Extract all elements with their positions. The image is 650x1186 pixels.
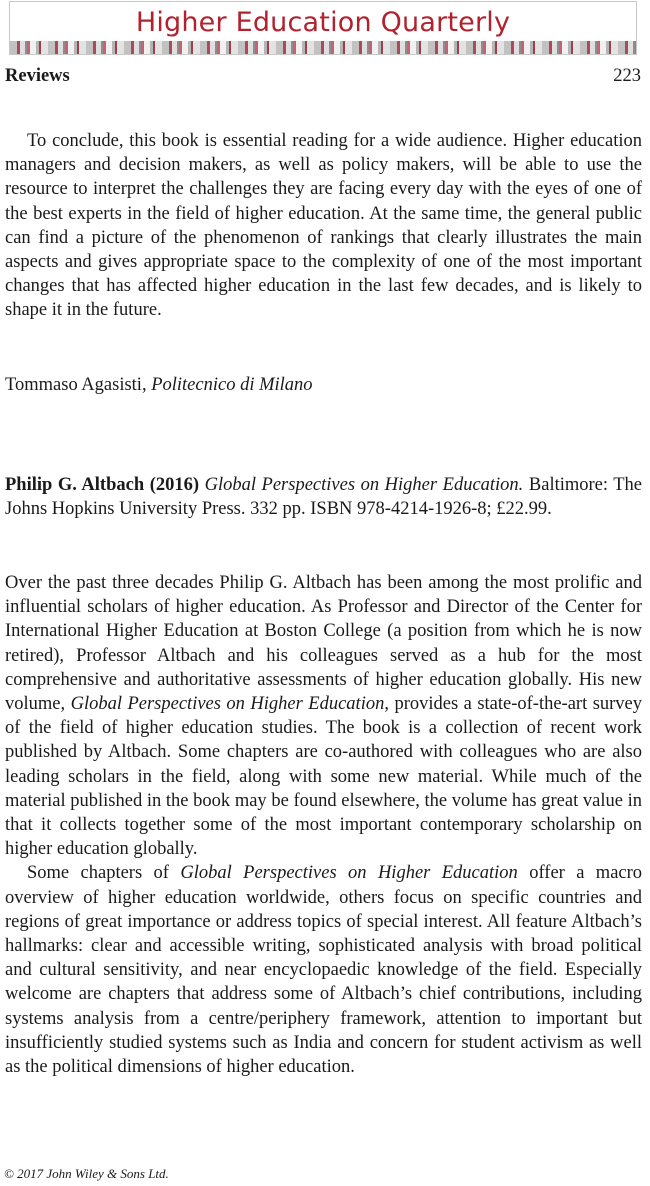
citation-book-title: Global Perspectives on Higher Education. xyxy=(204,475,524,495)
review-p2-book-title: Global Perspectives on Higher Education xyxy=(180,863,518,884)
citation-publication-details: Baltimore: The Johns Hopkins University Press. 332 pp. ISBN 978-4214-1926-8; £22.99. xyxy=(5,475,643,520)
reviewer-signature xyxy=(5,375,313,396)
review-p1-text-b: , provides a state-of-the-art survey of the field of higher education studies. The book is a collection of recent work published by Altbach. Some chapters are co-authored with colleagues who are also leading scholars in the field, along with some new material. While much of the material published in the book may be found elsewhere, the volume has great value in that it collects together some of the most important contemporary scholarship on higher education globally. xyxy=(5,694,643,860)
page-number: 223 xyxy=(613,66,641,86)
conclusion-paragraph: To conclude, this book is essential reading for a wide audience. Higher education managers and decision makers, as well as policy makers, will be able to use the resource to interpret the challenges they are facing every day with the eyes of one of the best experts in the field of higher education. At the same time, the general public can find a picture of the phenomenon of rankings that clearly illustrates the main aspects and gives appropriate space to the complexity of one of the most important changes that has affected higher education in the last few decades, and is likely to shape it in the future. xyxy=(5,131,642,321)
section-label: Reviews xyxy=(5,66,70,86)
previous-review-conclusion xyxy=(5,129,642,323)
review-p1-book-title: Global Perspectives on Higher Education xyxy=(70,694,385,715)
book-review-body xyxy=(5,571,642,1079)
citation-line xyxy=(5,473,642,521)
review-paragraph-2 xyxy=(5,861,642,1079)
reviewer-affiliation: Politecnico di Milano xyxy=(151,375,313,395)
journal-masthead xyxy=(9,1,637,55)
review-p2-text-b: offer a macro overview of higher education worldwide, others focus on specific countries and regions of great importance or address topics of special interest. All feature Altbach’s hallmarks: clear and accessible writing, sophisticated analysis with broad political and cultural sensitivity, and near encyclopaedic knowledge of the field. Especially welcome are chapters that address some of Altbach’s chief contributions, including systems analysis from a centre/periphery framework, attention to important but insufficiently studied systems such as India and concern for student activism as well as the political dimensions of higher education. xyxy=(5,863,643,1078)
running-head xyxy=(5,66,641,90)
review-p2-text-a: Some chapters of xyxy=(27,863,169,884)
book-citation xyxy=(5,473,642,521)
citation-author-year: Philip G. Altbach (2016) xyxy=(5,475,200,495)
journal-title: Higher Education Quarterly xyxy=(135,7,511,38)
reviewer-name: Tommaso Agasisti, xyxy=(5,375,147,395)
review-paragraph-1 xyxy=(5,571,642,861)
masthead-decorative-band xyxy=(10,41,636,54)
copyright-footer: © 2017 John Wiley & Sons Ltd. xyxy=(4,1166,169,1181)
review-p1-text-a: Over the past three decades Philip G. Altbach has been among the most prolific and influential scholars of higher education. As Professor and Director of the Center for International Higher Education at Boston College (a position from which he is now retired), Professor Altbach and his colleagues served as a hub for the most comprehensive and authoritative assessments of higher education globally. His new volume, xyxy=(5,573,642,715)
